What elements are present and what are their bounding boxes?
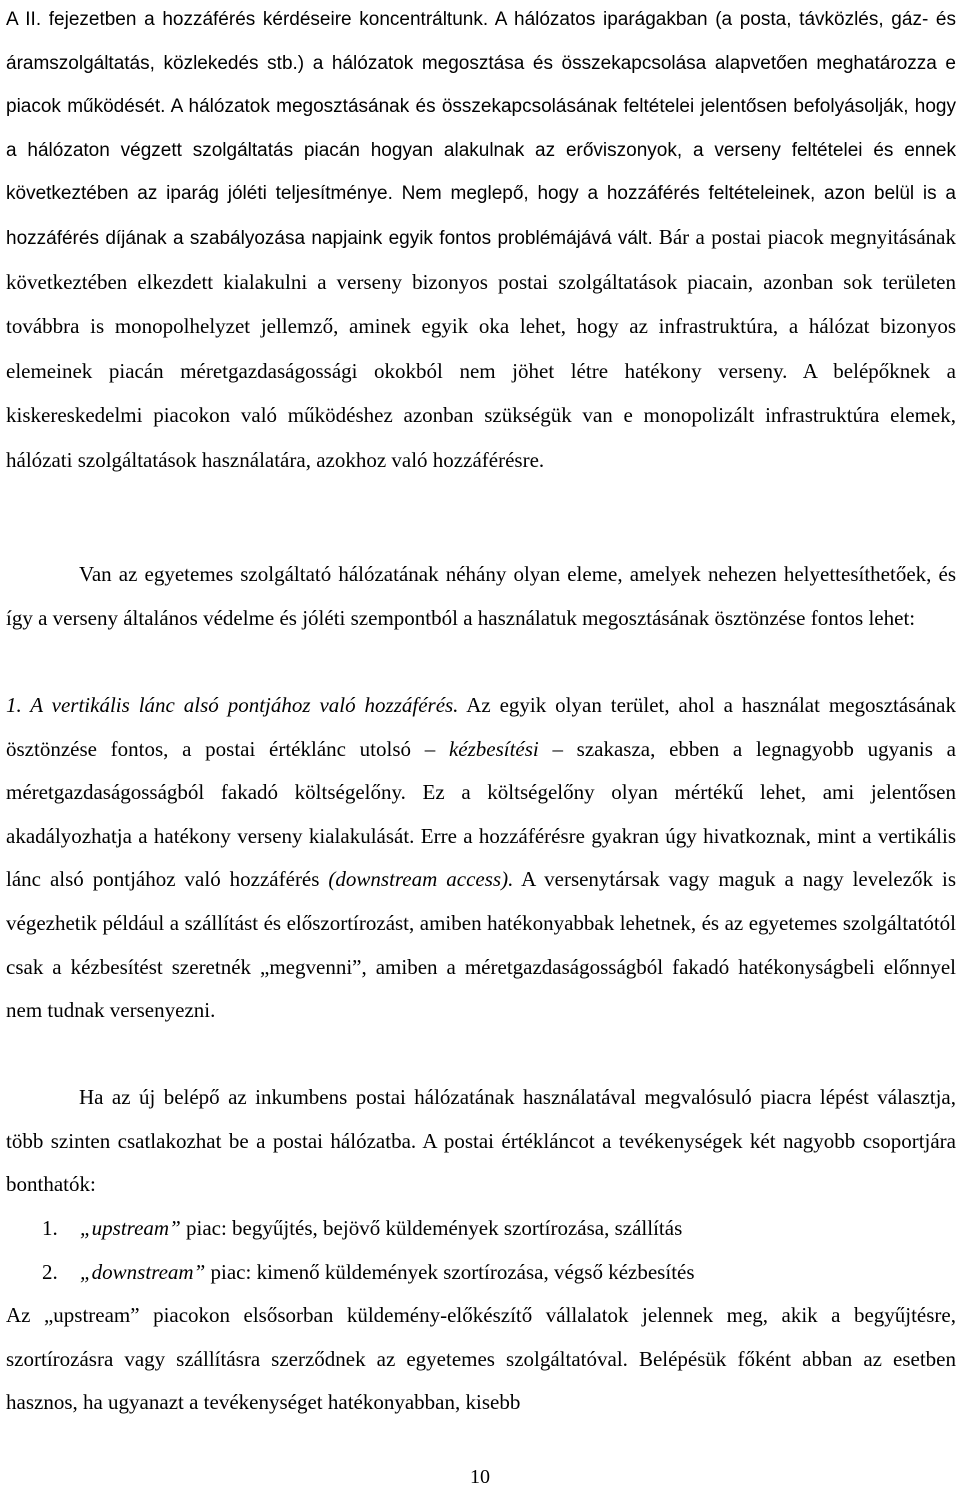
downstream-text-3: A versenytársak vagy maguk a nagy levelezők is végezhetik például a szállítást és előszortírozást, amiben hatékonyabbak lehetnek, és az egyetemes szolgáltatótól csak a kézbesítést szeretnék „megvenni”, amiben a méretgazdaságosságból fakadó hatékonyságbeli előnnyel nem tudnak versenyezni. [6,867,956,1023]
intro-serif-text: Bár a postai piacok megnyitásának következtében elkezdett kialakulni a verseny bizonyos postai szolgáltatások piacain, azonban sok területen továbbra is monopolhelyzet jellemző, aminek egyik oka lehet, hogy az infrastruktúra, a hálózat bizonyos elemeinek piacán méretgazdaságossági okokból nem jöhet létre hatékony verseny. A belépőknek a kiskereskedelmi piacokon való működéshez azonban szükségük van e monopolizált infrastruktúra elemek, hálózati szolgáltatások használatára, azokhoz való hozzáférésre. [6,224,957,472]
paragraph-entry: Ha az új belépő az inkumbens postai hálózatának használatával megvalósuló piacra lépést választja, több szinten csatlakozhat be a postai hálózatba. A postai értékláncot a tevékenységek két nagyobb csoportjára bonthatók: [6,1085,956,1197]
list-item [6,1251,956,1295]
list-number: 1. [42,1216,58,1240]
list-term: „upstream” [80,1216,181,1240]
paragraph-downstream-access [6,684,956,1033]
page-number: 10 [470,1466,490,1488]
paragraph-upstream: Az „upstream” piacokon elsősorban küldemény-előkészítő vállalatok jelennek meg, akik a begyűjtésre, szortírozásra vagy szállításra szerződnek az egyetemes szolgáltatóval. Belépésük főként abban az esetben hasznos, ha ugyanazt a tevékenységet hatékonyabban, kisebb [6,1303,956,1415]
list-item [6,1207,956,1251]
downstream-text-2: – szakasza, ebben a legnagyobb ugyanis a méretgazdaságosságból fakadó költségelőny. Ez a költségelőny olyan mértékű lehet, ami jelentősen akadályozhatja a hatékony verseny kialakulását. Erre a hozzáférésre gyakran úgy hivatkoznak, mint a vertikális lánc alsó pontjához való hozzáférés [6,736,956,892]
delivery-term: kézbesítési [448,736,539,761]
intro-sans-text: A II. fejezetben a hozzáférés kérdéseire koncentráltunk. A hálózatos iparágakban (a posta, távközlés, gáz- és áramszolgáltatás, közlekedés stb.) a hálózatok megosztása és összekapcsolása alapvetően meghatározza e piacok működését. A hálózatok megosztásának és összekapcsolásának feltételei jelentősen befolyásolják, hogy a hálózaton végzett szolgáltatás piacán hogyan alakulnak az erőviszonyok, a verseny feltételei és ennek következtében az iparág jóléti teljesítménye. Nem meglepő, hogy a hozzáférés feltételeinek, azon belül is a hozzáférés díjának a szabályozása napjaink egyik fontos problémájává vált. [6,9,956,249]
list-text: piac: begyűjtés, bejövő küldemények szortírozása, szállítás [180,1216,683,1240]
list-text: piac: kimenő küldemények szortírozása, végső kézbesítés [205,1259,695,1284]
paragraph-intro [6,0,956,484]
downstream-text-1: Az egyik olyan terület, ahol a használat megosztásának ösztönzése fontos, a postai értéklánc utolsó – [6,693,956,761]
market-list [6,1207,956,1294]
paragraph-network-elements: Van az egyetemes szolgáltató hálózatának néhány olyan eleme, amelyek nehezen helyettesíthetőek, és így a verseny általános védelme és jóléti szempontból a használatuk megosztásának ösztönzése fontos lehet: [6,562,956,630]
downstream-access-term: (downstream access). [328,867,514,892]
list-number: 2. [42,1259,58,1284]
section-heading: 1. A vertikális lánc alsó pontjához való hozzáférés. [6,693,459,717]
list-term: „downstream” [80,1259,206,1284]
